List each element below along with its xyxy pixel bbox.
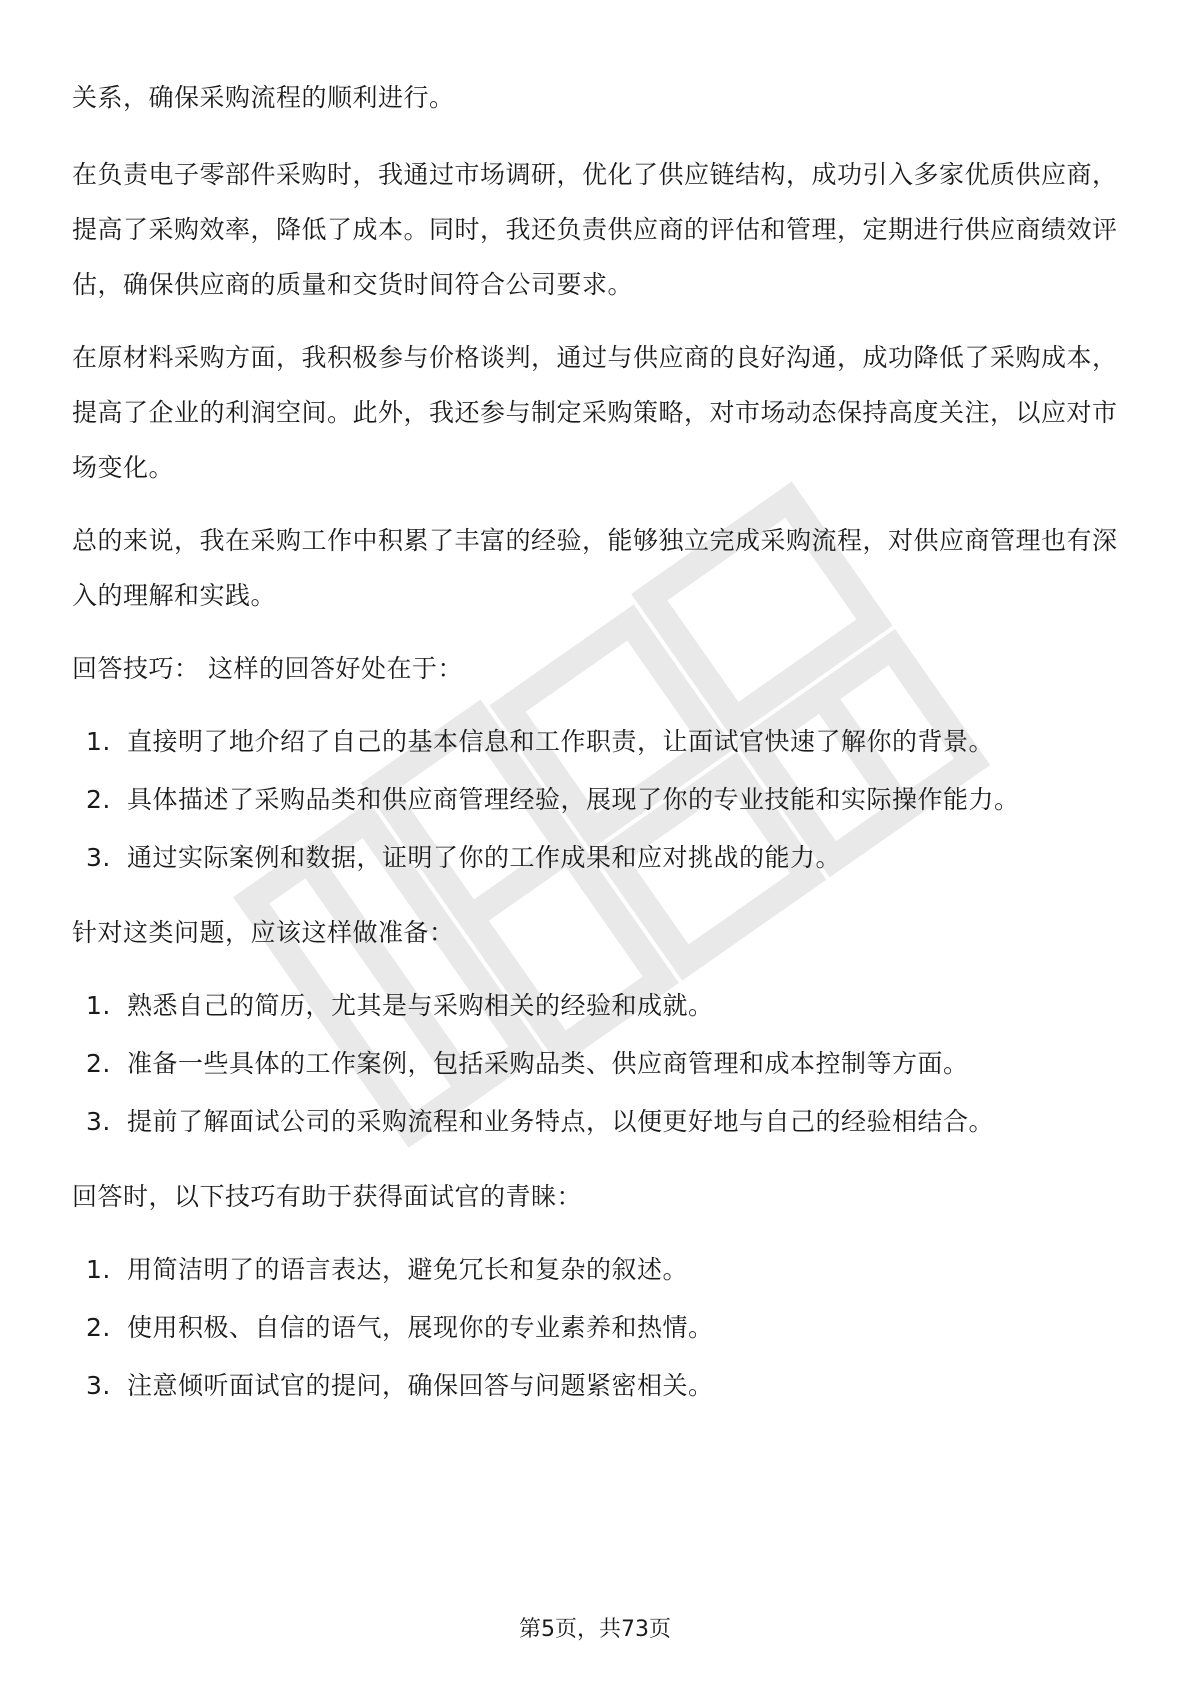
list-item [72, 772, 1122, 827]
list-item [72, 1300, 1122, 1355]
document-body [72, 70, 1122, 1433]
list-text: 使用积极、自信的语气，展现你的专业素养和热情。 [127, 1313, 714, 1342]
paragraph-3: 在原材料采购方面，我积极参与价格谈判，通过与供应商的良好沟通，成功降低了采购成本，提高了企业的利润空间。此外，我还参与制定采购策略，对市场动态保持高度关注，以应对市场变化。 [72, 343, 1118, 482]
list-item [72, 978, 1122, 1033]
list-text: 用简洁明了的语言表达，避免冗长和复杂的叙述。 [127, 1255, 689, 1284]
list-item [72, 830, 1122, 885]
page-number: 第5页，共73页 [519, 1617, 671, 1642]
list-number: 1. [86, 1255, 111, 1284]
list-text: 准备一些具体的工作案例，包括采购品类、供应商管理和成本控制等方面。 [127, 1049, 969, 1078]
tips-list [72, 714, 1122, 885]
list-text: 具体描述了采购品类和供应商管理经验，展现了你的专业技能和实际操作能力。 [127, 785, 1020, 814]
list-item [72, 1094, 1122, 1149]
list-item [72, 1242, 1122, 1297]
list-text: 提前了解面试公司的采购流程和业务特点，以便更好地与自己的经验相结合。 [127, 1107, 995, 1136]
list-item [72, 1358, 1122, 1413]
paragraph-2: 在负责电子零部件采购时，我通过市场调研，优化了供应链结构，成功引入多家优质供应商，提高了采购效率，降低了成本。同时，我还负责供应商的评估和管理，定期进行供应商绩效评估，确保供应商的质量和交货时间符合公司要求。 [72, 160, 1118, 299]
prep-heading: 针对这类问题，应该这样做准备： [72, 918, 455, 947]
list-number: 2. [86, 1313, 111, 1342]
prep-list [72, 978, 1122, 1149]
list-text: 熟悉自己的简历，尤其是与采购相关的经验和成就。 [127, 991, 714, 1020]
list-number: 3. [86, 843, 111, 872]
list-number: 2. [86, 785, 111, 814]
list-number: 3. [86, 1371, 111, 1400]
list-text: 注意倾听面试官的提问，确保回答与问题紧密相关。 [127, 1371, 714, 1400]
paragraph-1: 关系，确保采购流程的顺利进行。 [72, 83, 455, 112]
list-number: 2. [86, 1049, 111, 1078]
answer-list [72, 1242, 1122, 1413]
list-item [72, 1036, 1122, 1091]
list-number: 1. [86, 991, 111, 1020]
list-number: 3. [86, 1107, 111, 1136]
answer-heading: 回答时，以下技巧有助于获得面试官的青睐： [72, 1182, 583, 1211]
tips-heading: 回答技巧： 这样的回答好处在于： [72, 654, 463, 683]
paragraph-4: 总的来说，我在采购工作中积累了丰富的经验，能够独立完成采购流程，对供应商管理也有深入的理解和实践。 [72, 526, 1118, 610]
list-number: 1. [86, 727, 111, 756]
list-item [72, 714, 1122, 769]
list-text: 通过实际案例和数据，证明了你的工作成果和应对挑战的能力。 [127, 843, 842, 872]
list-text: 直接明了地介绍了自己的基本信息和工作职责，让面试官快速了解你的背景。 [127, 727, 995, 756]
